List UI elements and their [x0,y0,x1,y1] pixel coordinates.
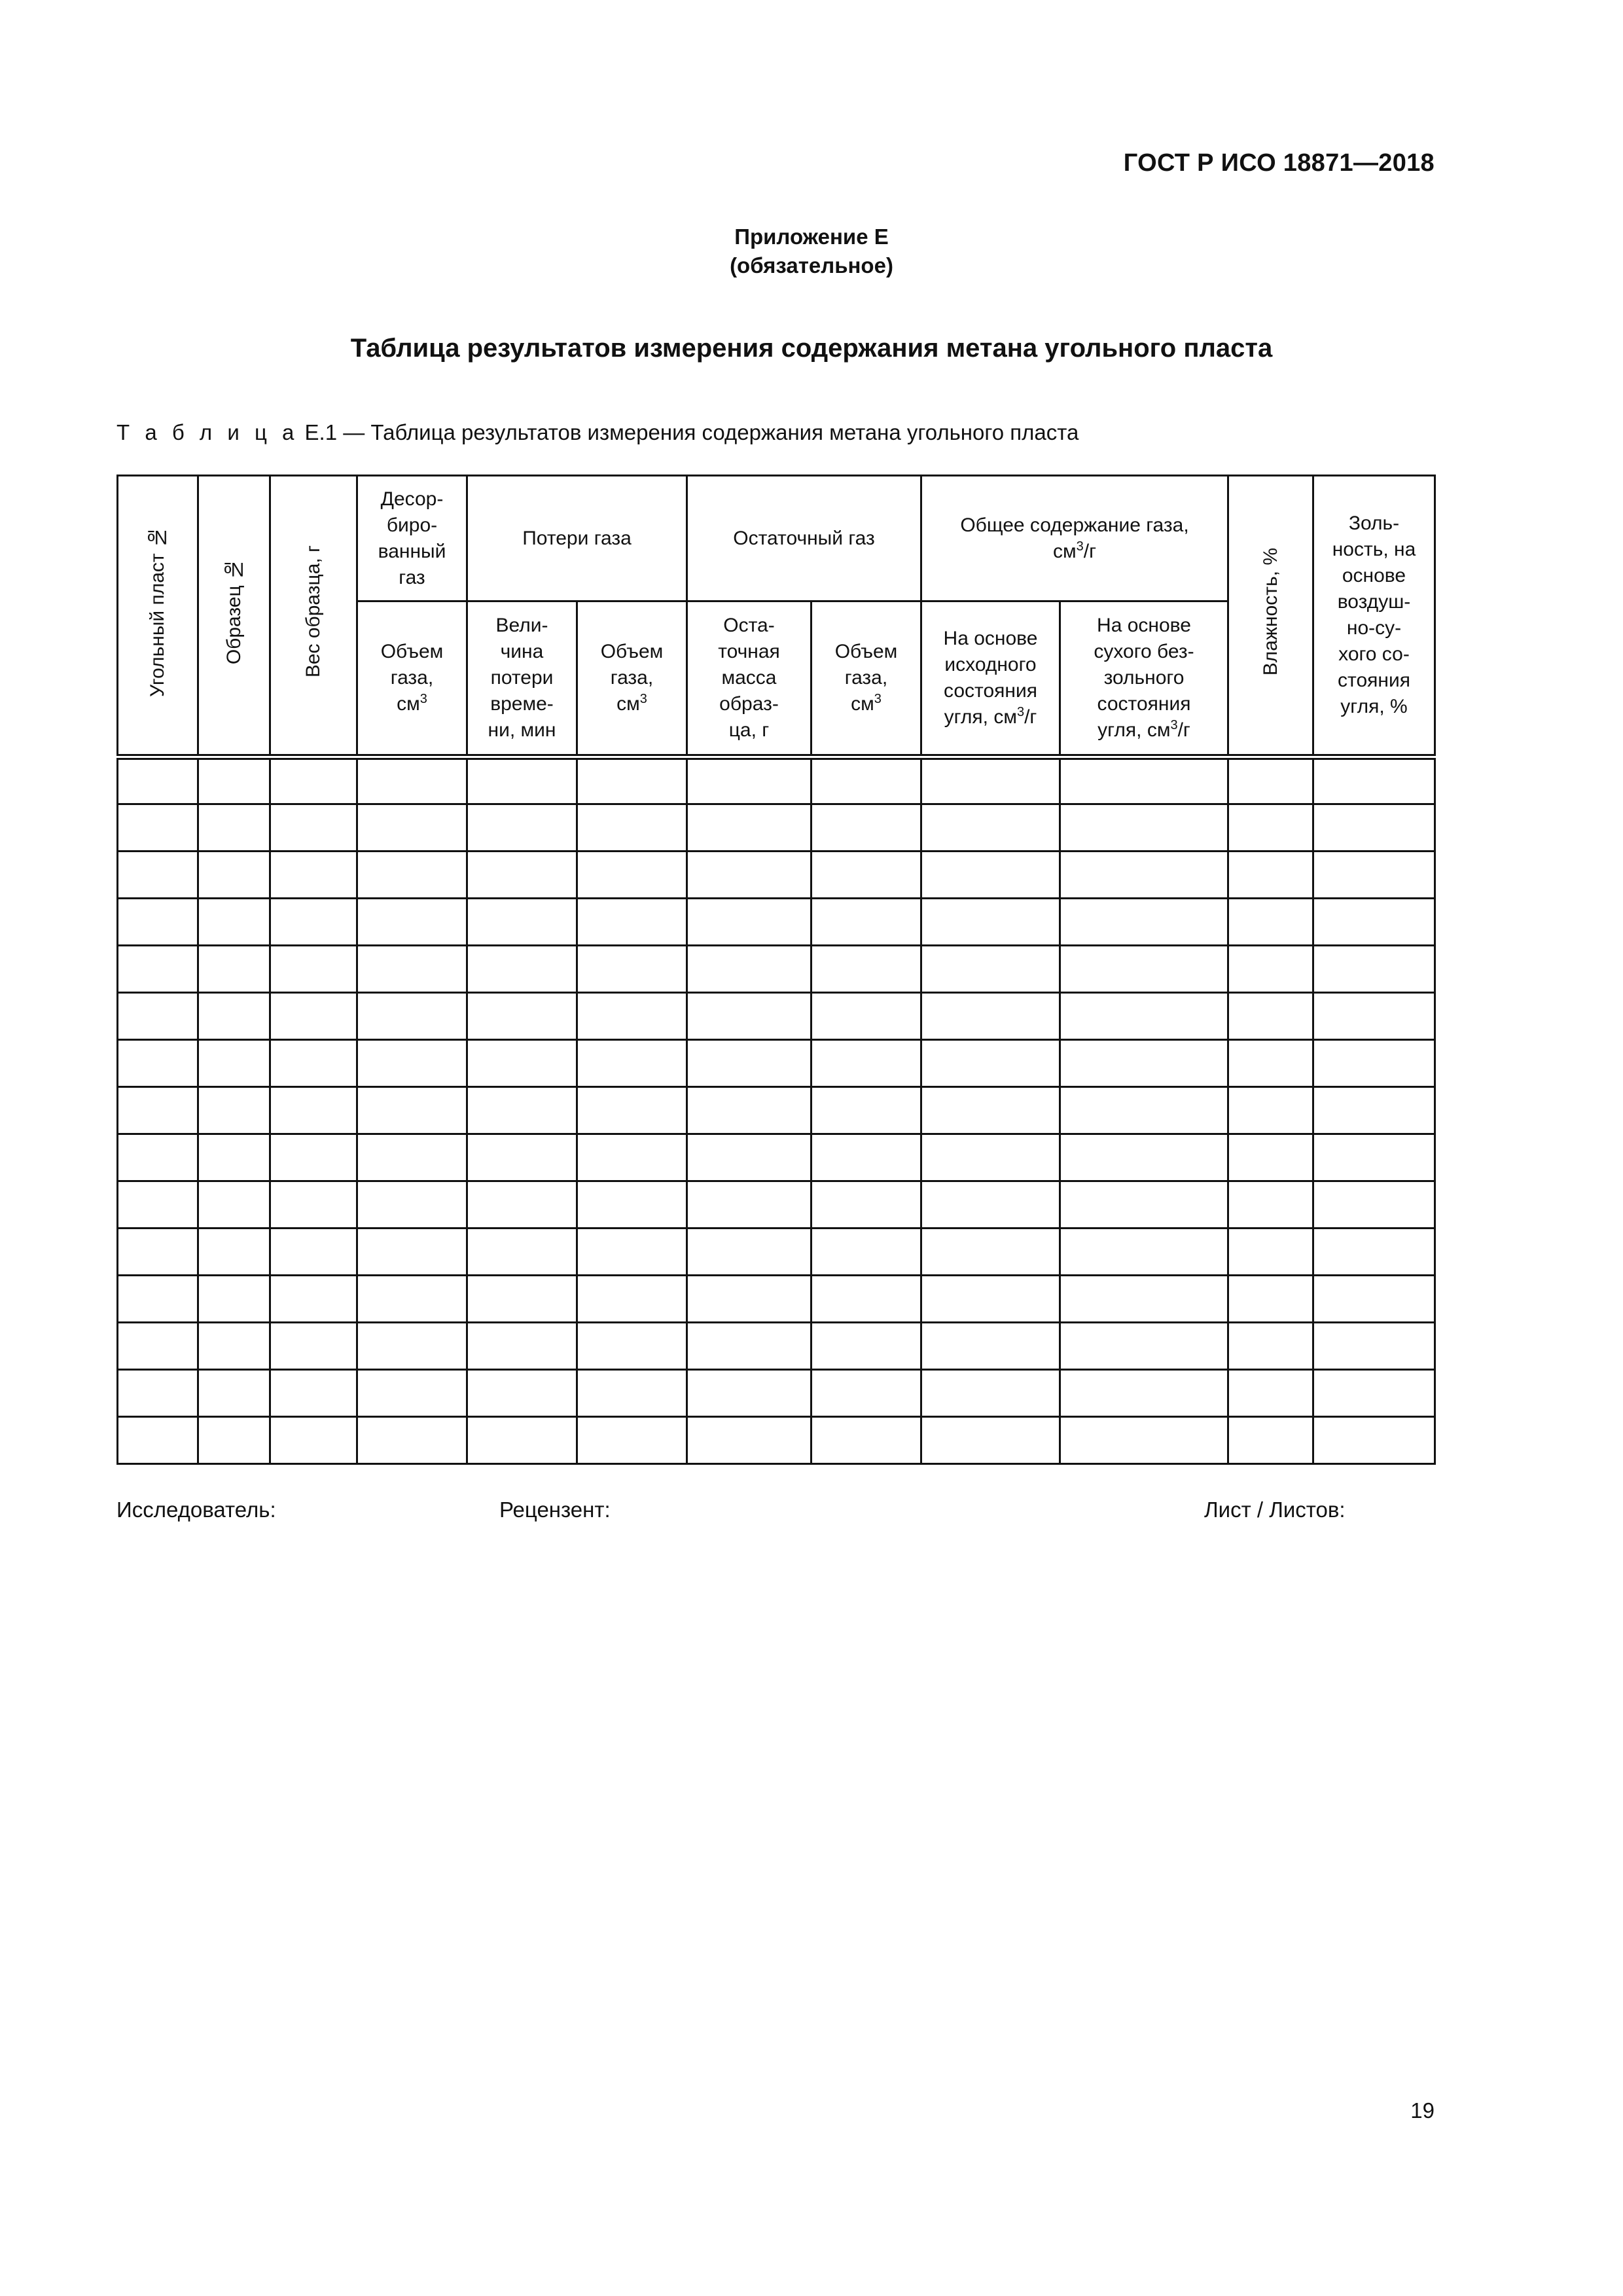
table-cell[interactable] [921,1417,1060,1464]
subheader-loss-volume-text: Объем газа, см [600,641,664,715]
table-cell[interactable] [921,1181,1060,1229]
table-cell[interactable] [687,852,812,899]
table-cell[interactable] [1228,1323,1313,1370]
table-cell[interactable] [577,1323,687,1370]
table-cell[interactable] [812,852,921,899]
table-row [118,852,1435,899]
table-cell[interactable] [577,1040,687,1087]
table-cell[interactable] [467,1181,577,1229]
table-cell[interactable] [577,1370,687,1417]
subheader-residual-volume [812,601,921,757]
page-number: 19 [1410,2098,1435,2123]
table-cell[interactable] [357,1087,467,1134]
table-row [118,757,1435,804]
subheader-residual-volume-text: Объем газа, см [834,641,898,715]
unit-superscript: 3 [1016,705,1025,719]
unit-superscript: 3 [419,692,427,706]
table-cell[interactable] [812,1181,921,1229]
table-cell[interactable] [1228,804,1313,852]
table-cell[interactable] [1228,993,1313,1040]
subheader-residual-mass: Оста- точная масса образ- ца, г [687,601,812,757]
table-cell[interactable] [687,1276,812,1323]
table-cell[interactable] [921,757,1060,804]
table-cell[interactable] [270,899,357,946]
table-cell[interactable] [921,1040,1060,1087]
header-coal-seam [118,476,198,757]
table-cell[interactable] [921,1229,1060,1276]
footer-researcher: Исследователь: [116,1498,276,1522]
table-cell[interactable] [687,1323,812,1370]
table-cell[interactable] [687,757,812,804]
unit-text: см [1052,540,1077,562]
table-cell[interactable] [270,757,357,804]
table-cell[interactable] [357,804,467,852]
table-cell[interactable] [1313,852,1435,899]
table-cell[interactable] [198,1087,270,1134]
table-row [118,1134,1435,1181]
table-cell[interactable] [270,852,357,899]
table-cell[interactable] [198,852,270,899]
appendix-heading [0,223,1623,280]
table-cell[interactable] [1313,1417,1435,1464]
table-cell[interactable] [357,1040,467,1087]
table-cell[interactable] [1060,1417,1228,1464]
table-cell[interactable] [577,1134,687,1181]
table-cell[interactable] [467,1417,577,1464]
table-cell[interactable] [921,1370,1060,1417]
header-moisture [1228,476,1313,757]
table-cell[interactable] [1313,1229,1435,1276]
table-cell[interactable] [921,1276,1060,1323]
table-cell[interactable] [1060,757,1228,804]
table-cell[interactable] [1313,993,1435,1040]
table-cell[interactable] [118,1087,198,1134]
table-cell[interactable] [1228,1134,1313,1181]
header-residual-gas: Остаточный газ [687,476,921,601]
table-cell[interactable] [198,1276,270,1323]
table-cell[interactable] [118,993,198,1040]
table-cell[interactable] [812,1276,921,1323]
table-cell[interactable] [1060,993,1228,1040]
table-cell[interactable] [687,1134,812,1181]
table-cell[interactable] [118,1181,198,1229]
table-cell[interactable] [577,993,687,1040]
table-cell[interactable] [118,1040,198,1087]
header-ash: Золь- ность, на основе воздуш- но-су- хого со- стояния угля, % [1313,476,1435,757]
table-cell[interactable] [1313,899,1435,946]
table-cell[interactable] [357,1417,467,1464]
appendix-title: Приложение Е [734,224,889,249]
table-cell[interactable] [687,899,812,946]
table-cell[interactable] [812,899,921,946]
table-cell[interactable] [357,1323,467,1370]
caption-text: — Таблица результатов измерения содержания метана угольного пласта [343,420,1079,444]
table-cell[interactable] [921,899,1060,946]
table-cell[interactable] [921,1323,1060,1370]
table-cell[interactable] [198,946,270,993]
table-cell[interactable] [687,1040,812,1087]
table-cell[interactable] [270,1229,357,1276]
table-cell[interactable] [577,1229,687,1276]
table-cell[interactable] [1313,1323,1435,1370]
table-cell[interactable] [467,804,577,852]
table-cell[interactable] [921,1087,1060,1134]
table-cell[interactable] [687,1370,812,1417]
table-cell[interactable] [1228,1229,1313,1276]
table-row [118,1370,1435,1417]
subheader-loss-time: Вели- чина потери време- ни, мин [467,601,577,757]
table-row [118,1276,1435,1323]
table-cell[interactable] [118,946,198,993]
header-sample-weight-label: Вес образца, г [302,545,324,678]
table-cell[interactable] [812,1087,921,1134]
table-cell[interactable] [1313,1276,1435,1323]
table-cell[interactable] [270,1040,357,1087]
table-cell[interactable] [1313,804,1435,852]
table-cell[interactable] [921,804,1060,852]
header-desorbed-gas: Десор- биро- ванный газ [357,476,467,601]
table-cell[interactable] [921,852,1060,899]
table-cell[interactable] [118,804,198,852]
table-cell[interactable] [467,1370,577,1417]
table-cell[interactable] [577,1276,687,1323]
table-cell[interactable] [921,1134,1060,1181]
table-cell[interactable] [1313,1370,1435,1417]
table-cell[interactable] [198,1417,270,1464]
table-cell[interactable] [118,1134,198,1181]
table-cell[interactable] [357,1276,467,1323]
table-cell[interactable] [357,899,467,946]
header-moisture-label: Влажность, % [1259,547,1281,676]
table-cell[interactable] [357,1229,467,1276]
unit-tail: /г [1024,706,1037,728]
document-code: ГОСТ Р ИСО 18871—2018 [1123,149,1435,177]
table-cell[interactable] [1060,946,1228,993]
table-cell[interactable] [812,1229,921,1276]
table-cell[interactable] [577,804,687,852]
table-cell[interactable] [1228,1417,1313,1464]
subheader-dry-ash-free-text: На основе сухого без- зольного состояния угля, см [1094,615,1194,741]
table-cell[interactable] [577,899,687,946]
table-cell[interactable] [1228,1181,1313,1229]
footer-reviewer: Рецензент: [499,1498,611,1522]
table-cell[interactable] [467,1323,577,1370]
table-cell[interactable] [198,1229,270,1276]
table-cell[interactable] [812,1370,921,1417]
table-cell[interactable] [118,1229,198,1276]
subheader-as-received-text: На основе исходного состояния угля, см [943,628,1038,728]
table-cell[interactable] [1060,1134,1228,1181]
table-cell[interactable] [812,757,921,804]
results-table [116,475,1436,1465]
table-cell[interactable] [467,757,577,804]
table-cell[interactable] [270,1134,357,1181]
table-row [118,1087,1435,1134]
table-cell[interactable] [270,1417,357,1464]
table-cell[interactable] [118,1323,198,1370]
table-cell[interactable] [921,946,1060,993]
table-cell[interactable] [812,1040,921,1087]
caption-prefix: Т а б л и ц а [116,420,299,444]
unit-superscript: 3 [639,692,647,706]
table-cell[interactable] [577,1417,687,1464]
table-cell[interactable] [577,757,687,804]
table-cell[interactable] [198,1370,270,1417]
table-cell[interactable] [357,757,467,804]
table-cell[interactable] [357,993,467,1040]
table-cell[interactable] [270,1276,357,1323]
table-cell[interactable] [1313,1181,1435,1229]
table-cell[interactable] [357,1134,467,1181]
table-cell[interactable] [812,993,921,1040]
table-cell[interactable] [357,1181,467,1229]
table-cell[interactable] [357,852,467,899]
table-cell[interactable] [812,946,921,993]
table-row [118,946,1435,993]
table-cell[interactable] [812,1417,921,1464]
table-cell[interactable] [198,899,270,946]
footer-sheets: Лист / Листов: [1204,1498,1346,1522]
table-cell[interactable] [467,899,577,946]
table-row [118,1417,1435,1464]
table-cell[interactable] [812,804,921,852]
table-cell[interactable] [687,1229,812,1276]
table-cell[interactable] [1228,852,1313,899]
table-cell[interactable] [467,1276,577,1323]
table-cell[interactable] [118,757,198,804]
subheader-desorbed-volume-text: Объем газа, см [380,641,444,715]
header-gas-loss: Потери газа [467,476,687,601]
subheader-loss-volume [577,601,687,757]
table-row [118,899,1435,946]
table-cell[interactable] [1228,1276,1313,1323]
table-cell[interactable] [812,1134,921,1181]
table-cell[interactable] [198,1134,270,1181]
table-cell[interactable] [687,1087,812,1134]
table-cell[interactable] [1313,946,1435,993]
table-cell[interactable] [1228,1040,1313,1087]
table-cell[interactable] [1313,1134,1435,1181]
table-cell[interactable] [577,946,687,993]
table-cell[interactable] [1060,1229,1228,1276]
table-cell[interactable] [1313,1087,1435,1134]
table-cell[interactable] [1060,1276,1228,1323]
table-row [118,804,1435,852]
table-cell[interactable] [118,852,198,899]
table-cell[interactable] [357,1370,467,1417]
table-cell[interactable] [1060,1181,1228,1229]
table-cell[interactable] [687,1417,812,1464]
table-cell[interactable] [921,993,1060,1040]
table-cell[interactable] [270,804,357,852]
table-cell[interactable] [270,993,357,1040]
table-cell[interactable] [270,946,357,993]
table-cell[interactable] [577,1181,687,1229]
subheader-as-received [921,601,1060,757]
table-cell[interactable] [1313,757,1435,804]
table-cell[interactable] [1228,1370,1313,1417]
table-cell[interactable] [118,1370,198,1417]
table-cell[interactable] [1228,1087,1313,1134]
table-cell[interactable] [118,1417,198,1464]
table-cell[interactable] [1228,946,1313,993]
appendix-status: (обязательное) [730,253,893,278]
header-coal-seam-label: Угольный пласт № [147,526,168,697]
table-cell[interactable] [270,1323,357,1370]
table-cell[interactable] [687,1181,812,1229]
table-cell[interactable] [198,993,270,1040]
table-cell[interactable] [687,804,812,852]
table-cell[interactable] [198,1040,270,1087]
table-cell[interactable] [1060,899,1228,946]
unit-superscript: 3 [1076,539,1084,554]
table-cell[interactable] [467,946,577,993]
table-cell[interactable] [687,993,812,1040]
table-cell[interactable] [1313,1040,1435,1087]
header-total-gas [921,476,1228,601]
table-cell[interactable] [270,1370,357,1417]
subheader-dry-ash-free [1060,601,1228,757]
table-cell[interactable] [467,852,577,899]
unit-superscript: 3 [874,692,882,706]
table-cell[interactable] [467,1229,577,1276]
table-cell[interactable] [198,804,270,852]
header-total-gas-unit [1053,541,1096,562]
table-cell[interactable] [357,946,467,993]
results-table-wrapper [116,475,1436,1465]
table-cell[interactable] [270,1087,357,1134]
table-caption [116,420,1079,445]
table-cell[interactable] [270,1181,357,1229]
table-cell[interactable] [118,899,198,946]
unit-tail: /г [1177,719,1190,741]
header-total-gas-label: Общее содержание газа, [960,514,1189,536]
table-cell[interactable] [118,1276,198,1323]
table-cell[interactable] [1060,1040,1228,1087]
table-cell[interactable] [467,1087,577,1134]
table-cell[interactable] [1060,804,1228,852]
table-cell[interactable] [198,1181,270,1229]
table-cell[interactable] [467,1040,577,1087]
table-cell[interactable] [198,1323,270,1370]
table-cell[interactable] [467,993,577,1040]
table-row [118,993,1435,1040]
table-cell[interactable] [812,1323,921,1370]
subheader-desorbed-volume [357,601,467,757]
header-row-1 [118,476,1435,601]
unit-superscript: 3 [1170,718,1178,732]
table-cell[interactable] [577,852,687,899]
unit-tail: /г [1083,540,1097,562]
table-row [118,1181,1435,1229]
page-title: Таблица результатов измерения содержания метана угольного пласта [350,334,1273,363]
table-cell[interactable] [467,1134,577,1181]
table-cell[interactable] [687,946,812,993]
table-row [118,1229,1435,1276]
table-cell[interactable] [198,757,270,804]
table-cell[interactable] [1228,757,1313,804]
header-sample-weight [270,476,357,757]
table-cell[interactable] [1060,1087,1228,1134]
caption-number: Е.1 [304,420,338,444]
header-sample [198,476,270,757]
table-cell[interactable] [1060,1323,1228,1370]
table-cell[interactable] [1228,899,1313,946]
header-sample-label: Образец № [223,558,245,665]
table-cell[interactable] [1060,852,1228,899]
table-row [118,1040,1435,1087]
table-row [118,1323,1435,1370]
table-cell[interactable] [577,1087,687,1134]
table-cell[interactable] [1060,1370,1228,1417]
